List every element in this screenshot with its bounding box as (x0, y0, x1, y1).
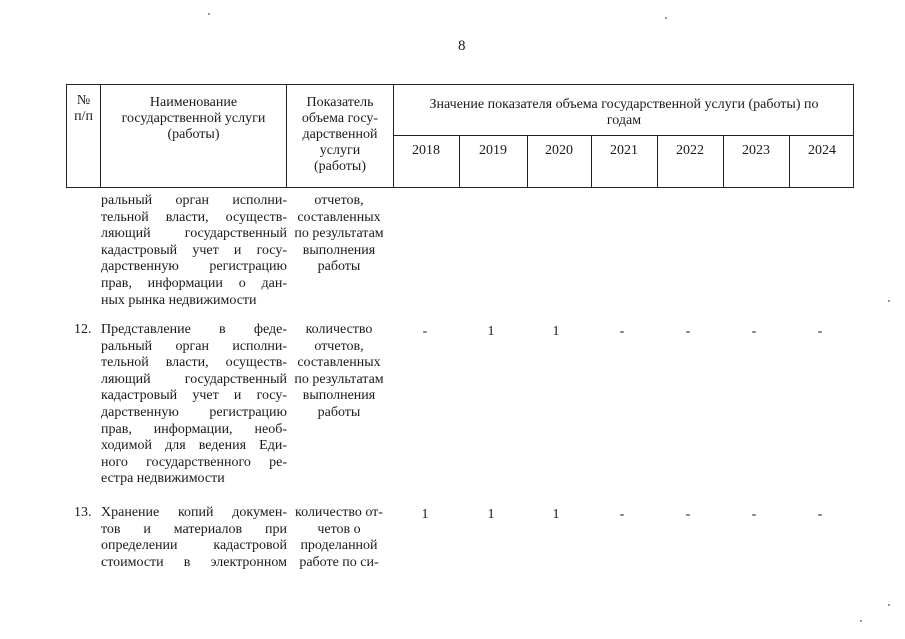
row-13-value-2020: 1 (552, 507, 560, 522)
scan-speck (888, 604, 890, 606)
row-12-value-2020: 1 (552, 324, 560, 339)
header-service-name: Наименование государственной услуги (работы) (121, 95, 266, 142)
row-13-indicator: количество от- четов о проделанной работе по си- (295, 505, 383, 570)
header-no: № п/п (74, 93, 93, 124)
year-2018: 2018 (412, 143, 440, 158)
row-13-name: Хранение копий докумен- тов и материалов при определении кадастровой стоимости в электронном (101, 505, 287, 570)
row-12-value-2022: - (685, 324, 691, 339)
scan-speck (665, 17, 667, 19)
row-13-value-2018: 1 (421, 507, 429, 522)
scan-speck (208, 13, 210, 15)
scan-speck (860, 620, 862, 622)
row-12-value-2023: - (751, 324, 757, 339)
year-2021: 2021 (610, 143, 638, 158)
row-continued-indicator: отчетов, составленных по результатам выполнения работы (294, 193, 384, 275)
row-13-value-2022: - (685, 507, 691, 522)
row-12-value-2024: - (817, 324, 823, 339)
row-13-value-2023: - (751, 507, 757, 522)
row-13-value-2019: 1 (487, 507, 495, 522)
row-13-value-2021: - (619, 507, 625, 522)
scan-speck (888, 300, 890, 302)
row-continued-name: ральный орган исполни- тельной власти, осуществ- ляющий государственный кадастровый учет и госу- дарственную регистрацию прав, информации о дан- ных рынка недвижимости (101, 193, 287, 308)
page-number: 8 (458, 38, 466, 54)
row-12-indicator: количество отчетов, составленных по результатам выполнения работы (294, 322, 384, 420)
year-2024: 2024 (808, 143, 836, 158)
header-indicator: Показатель объема госу- дарственной услуги (работы) (301, 95, 379, 174)
row-12-value-2019: 1 (487, 324, 495, 339)
header-values: Значение показателя объема государственной услуги (работы) по годам (429, 97, 819, 128)
row-12-number: 12. (74, 322, 92, 337)
row-13-value-2024: - (817, 507, 823, 522)
row-12-value-2018: - (422, 324, 428, 339)
year-2019: 2019 (479, 143, 507, 158)
row-12-value-2021: - (619, 324, 625, 339)
row-13-number: 13. (74, 505, 92, 520)
table-header (66, 84, 854, 188)
row-12-name: Представление в феде- ральный орган исполни- тельной власти, осуществ- ляющий государственный кадастровый учет и госу- дарственную регистрацию прав, информации, необ- ходимой для ведения Еди- ного государственного ре- естра недвижимости (101, 322, 287, 487)
year-2022: 2022 (676, 143, 704, 158)
year-2020: 2020 (545, 143, 573, 158)
year-2023: 2023 (742, 143, 770, 158)
